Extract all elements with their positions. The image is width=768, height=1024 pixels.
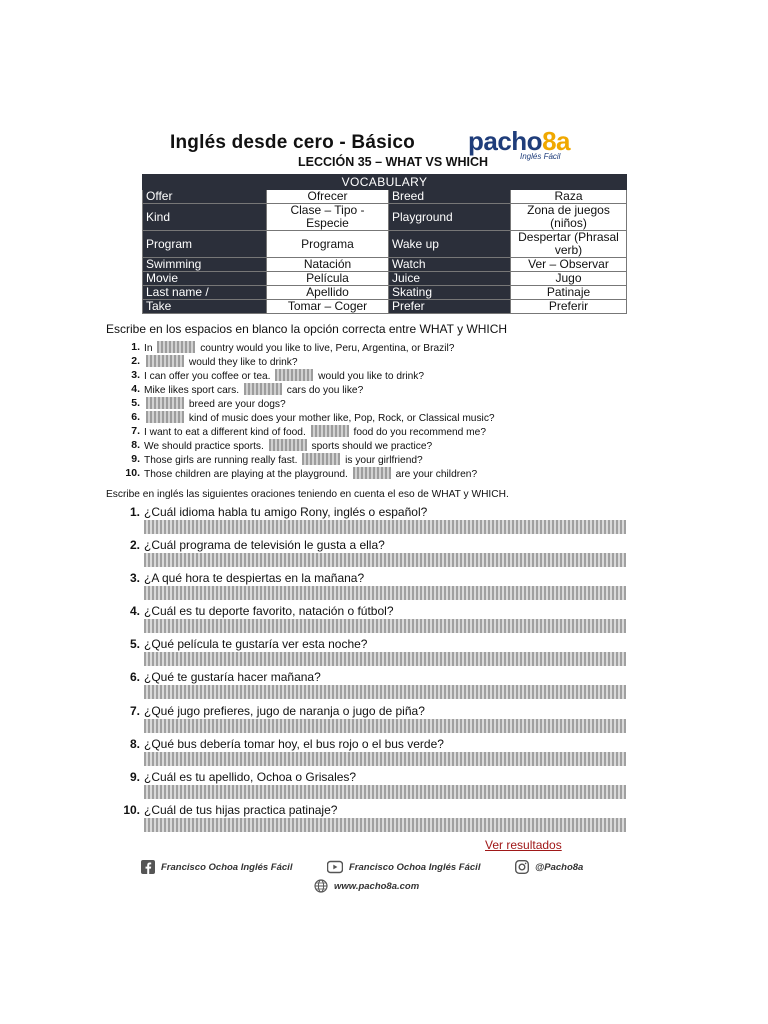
- item-number: 7.: [129, 703, 140, 718]
- logo-word-main: pacho: [468, 126, 543, 156]
- website-link[interactable]: [314, 879, 419, 893]
- vocabulary-row: [143, 272, 627, 286]
- exercise2-item: [106, 704, 626, 737]
- answer-blank[interactable]: [146, 411, 184, 423]
- answer-blank[interactable]: [353, 467, 391, 479]
- exercise1-item: [106, 467, 626, 481]
- item-number: 10.: [123, 802, 140, 817]
- vocab-spanish-cell: Despertar (Phrasal verb): [511, 231, 627, 258]
- item-sentence: [144, 467, 477, 480]
- vocabulary-row: [143, 258, 627, 272]
- logo-word-accent: 8a: [542, 126, 570, 156]
- question-text: ¿Cuál idioma habla tu amigo Rony, inglés o español?: [144, 505, 428, 519]
- item-number: 7.: [131, 425, 140, 437]
- exercise2-list: [106, 505, 626, 836]
- vocab-english-cell: Juice: [389, 272, 511, 286]
- sentence-after: sports should we practice?: [311, 441, 433, 452]
- vocab-spanish-cell: Apellido: [267, 286, 389, 300]
- item-sentence: [144, 453, 423, 466]
- vocabulary-row: [143, 231, 627, 258]
- vocab-spanish-cell: Preferir: [511, 300, 627, 314]
- website-label: www.pacho8a.com: [334, 880, 420, 892]
- vocab-spanish-cell: Ver – Observar: [511, 258, 627, 272]
- item-number: 9.: [131, 453, 140, 465]
- vocab-english-cell: Offer: [143, 190, 267, 204]
- answer-field[interactable]: [144, 785, 626, 799]
- exercise2-item: [106, 604, 626, 637]
- exercise2-item: [106, 571, 626, 604]
- sentence-after: are your children?: [395, 469, 478, 480]
- answer-blank[interactable]: [244, 383, 282, 395]
- sentence-before: In: [144, 343, 153, 354]
- sentence-before: I want to eat a different kind of food.: [144, 427, 306, 438]
- answer-field[interactable]: [144, 586, 626, 600]
- sentence-after: food do you recommend me?: [353, 427, 486, 438]
- item-number: 6.: [131, 411, 140, 423]
- sentence-after: kind of music does your mother like, Pop, Rock, or Classical music?: [188, 413, 495, 424]
- vocab-spanish-cell: Tomar – Coger: [267, 300, 389, 314]
- item-number: 4.: [131, 383, 140, 395]
- vocab-english-cell: Kind: [143, 204, 267, 231]
- instagram-label: @Pacho8a: [535, 861, 584, 873]
- vocab-spanish-cell: Raza: [511, 190, 627, 204]
- answer-field[interactable]: [144, 553, 626, 567]
- social-footer: [141, 860, 631, 878]
- vocab-spanish-cell: Clase – Tipo - Especie: [267, 204, 389, 231]
- question-text: ¿Cuál programa de televisión le gusta a ella?: [144, 538, 385, 553]
- globe-icon: [314, 879, 328, 893]
- exercise1-item: [106, 439, 626, 453]
- sentence-after: cars do you like?: [286, 385, 364, 396]
- vocabulary-row: [143, 190, 627, 204]
- lesson-subtitle: LECCIÓN 35 – WHAT VS WHICH: [297, 155, 489, 169]
- vocab-english-cell: Last name /: [143, 286, 267, 300]
- instagram-link[interactable]: [515, 860, 583, 874]
- sentence-before: Those girls are running really fast.: [144, 455, 298, 466]
- vocab-spanish-cell: Jugo: [511, 272, 627, 286]
- facebook-icon: [141, 860, 155, 874]
- vocab-spanish-cell: Programa: [267, 231, 389, 258]
- facebook-link[interactable]: [141, 860, 292, 874]
- item-number: 5.: [131, 397, 140, 409]
- sentence-before: Mike likes sport cars.: [144, 385, 240, 396]
- exercise2-item: [106, 737, 626, 770]
- answer-blank[interactable]: [269, 439, 307, 451]
- answer-field[interactable]: [144, 818, 626, 832]
- results-link[interactable]: Ver resultados: [485, 838, 562, 852]
- vocab-english-cell: Swimming: [143, 258, 267, 272]
- exercise2-instruction: Escribe en inglés las siguientes oraciones teniendo en cuenta el eso de WHAT y WHICH.: [106, 489, 509, 500]
- vocab-english-cell: Breed: [389, 190, 511, 204]
- item-number: 9.: [129, 769, 140, 784]
- sentence-before: Those children are playing at the playground.: [144, 469, 348, 480]
- youtube-label: Francisco Ochoa Inglés Fácil: [349, 861, 481, 873]
- question-text: ¿Qué jugo prefieres, jugo de naranja o jugo de piña?: [144, 703, 425, 718]
- item-sentence: [144, 411, 495, 424]
- facebook-label: Francisco Ochoa Inglés Fácil: [161, 861, 293, 873]
- sentence-after: is your girlfriend?: [345, 455, 423, 466]
- exercise2-item: [106, 670, 626, 703]
- exercise1-instruction: Escribe en los espacios en blanco la opción correcta entre WHAT y WHICH: [106, 322, 508, 336]
- sentence-after: breed are your dogs?: [188, 399, 286, 410]
- vocab-english-cell: Take: [143, 300, 267, 314]
- vocab-english-cell: Playground: [389, 204, 511, 231]
- item-sentence: [144, 341, 454, 354]
- youtube-icon: [327, 860, 343, 874]
- item-number: 4.: [129, 604, 140, 619]
- question-text: ¿Cuál de tus hijas practica patinaje?: [144, 802, 338, 817]
- vocab-english-cell: Program: [143, 231, 267, 258]
- vocabulary-rows: [143, 190, 627, 314]
- exercise1-item: [106, 453, 626, 467]
- item-number: 2.: [129, 538, 140, 553]
- exercise1-item: [106, 383, 626, 397]
- exercise1-item: [106, 411, 626, 425]
- vocab-english-cell: Wake up: [389, 231, 511, 258]
- item-sentence: [144, 397, 286, 410]
- exercise2-item: [106, 803, 626, 836]
- answer-blank[interactable]: [302, 453, 340, 465]
- exercise2-item: [106, 770, 626, 803]
- vocabulary-heading: VOCABULARY: [143, 175, 627, 190]
- vocabulary-row: [143, 286, 627, 300]
- answer-blank[interactable]: [157, 341, 195, 353]
- answer-blank[interactable]: [146, 397, 184, 409]
- question-text: ¿Cuál es tu deporte favorito, natación o fútbol?: [144, 604, 394, 619]
- item-number: 10.: [125, 467, 140, 479]
- item-sentence: [144, 355, 298, 368]
- exercise2-item: [106, 637, 626, 670]
- vocab-spanish-cell: Patinaje: [511, 286, 627, 300]
- item-number: 8.: [129, 736, 140, 751]
- vocab-spanish-cell: Película: [267, 272, 389, 286]
- vocabulary-table: [142, 174, 627, 314]
- item-sentence: [144, 369, 424, 382]
- question-text: ¿Qué bus debería tomar hoy, el bus rojo o el bus verde?: [144, 736, 444, 751]
- sentence-before: We should practice sports.: [144, 441, 264, 452]
- item-number: 2.: [131, 355, 140, 367]
- sentence-after: would they like to drink?: [188, 357, 298, 368]
- vocab-spanish-cell: Zona de juegos (niños): [511, 204, 627, 231]
- item-number: 3.: [129, 571, 140, 586]
- item-number: 8.: [131, 439, 140, 451]
- answer-field[interactable]: [144, 719, 626, 733]
- question-text: ¿Cuál es tu apellido, Ochoa o Grisales?: [144, 769, 357, 784]
- instagram-icon: [515, 860, 529, 874]
- youtube-link[interactable]: [327, 860, 480, 874]
- vocab-english-cell: Movie: [143, 272, 267, 286]
- vocab-english-cell: Skating: [389, 286, 511, 300]
- vocabulary-row: [143, 300, 627, 314]
- answer-field[interactable]: [144, 685, 626, 699]
- answer-blank[interactable]: [275, 369, 313, 381]
- vocabulary-row: [143, 204, 627, 231]
- answer-blank[interactable]: [311, 425, 349, 437]
- exercise2-item: [106, 538, 626, 571]
- vocab-spanish-cell: Ofrecer: [267, 190, 389, 204]
- item-sentence: [144, 439, 432, 452]
- sentence-before: I can offer you coffee or tea.: [144, 371, 271, 382]
- item-number: 5.: [129, 637, 140, 652]
- answer-blank[interactable]: [146, 355, 184, 367]
- vocab-spanish-cell: Natación: [267, 258, 389, 272]
- exercise1-item: [106, 397, 626, 411]
- question-text: ¿Qué película te gustaría ver esta noche?: [144, 637, 368, 652]
- item-number: 1.: [129, 505, 140, 519]
- sentence-after: country would you like to live, Peru, Argentina, or Brazil?: [200, 343, 455, 354]
- item-number: 6.: [129, 670, 140, 685]
- question-text: ¿A qué hora te despiertas en la mañana?: [144, 571, 365, 586]
- sentence-after: would you like to drink?: [318, 371, 425, 382]
- exercise1-list: [106, 341, 626, 481]
- vocab-english-cell: Prefer: [389, 300, 511, 314]
- answer-field[interactable]: [144, 652, 626, 666]
- question-text: ¿Qué te gustaría hacer mañana?: [144, 670, 321, 685]
- exercise1-item: [106, 425, 626, 439]
- logo-tagline: Inglés Fácil: [520, 152, 561, 161]
- answer-field[interactable]: [144, 619, 626, 633]
- answer-field[interactable]: [144, 752, 626, 766]
- answer-field[interactable]: [144, 520, 626, 534]
- item-number: 3.: [131, 369, 140, 381]
- exercise1-item: [106, 341, 626, 355]
- vocab-english-cell: Watch: [389, 258, 511, 272]
- exercise2-item: [106, 505, 626, 538]
- exercise1-item: [106, 355, 626, 369]
- item-sentence: [144, 383, 363, 396]
- page-title: Inglés desde cero - Básico: [170, 132, 415, 153]
- item-sentence: [144, 425, 486, 438]
- item-number: 1.: [131, 341, 140, 353]
- exercise1-item: [106, 369, 626, 383]
